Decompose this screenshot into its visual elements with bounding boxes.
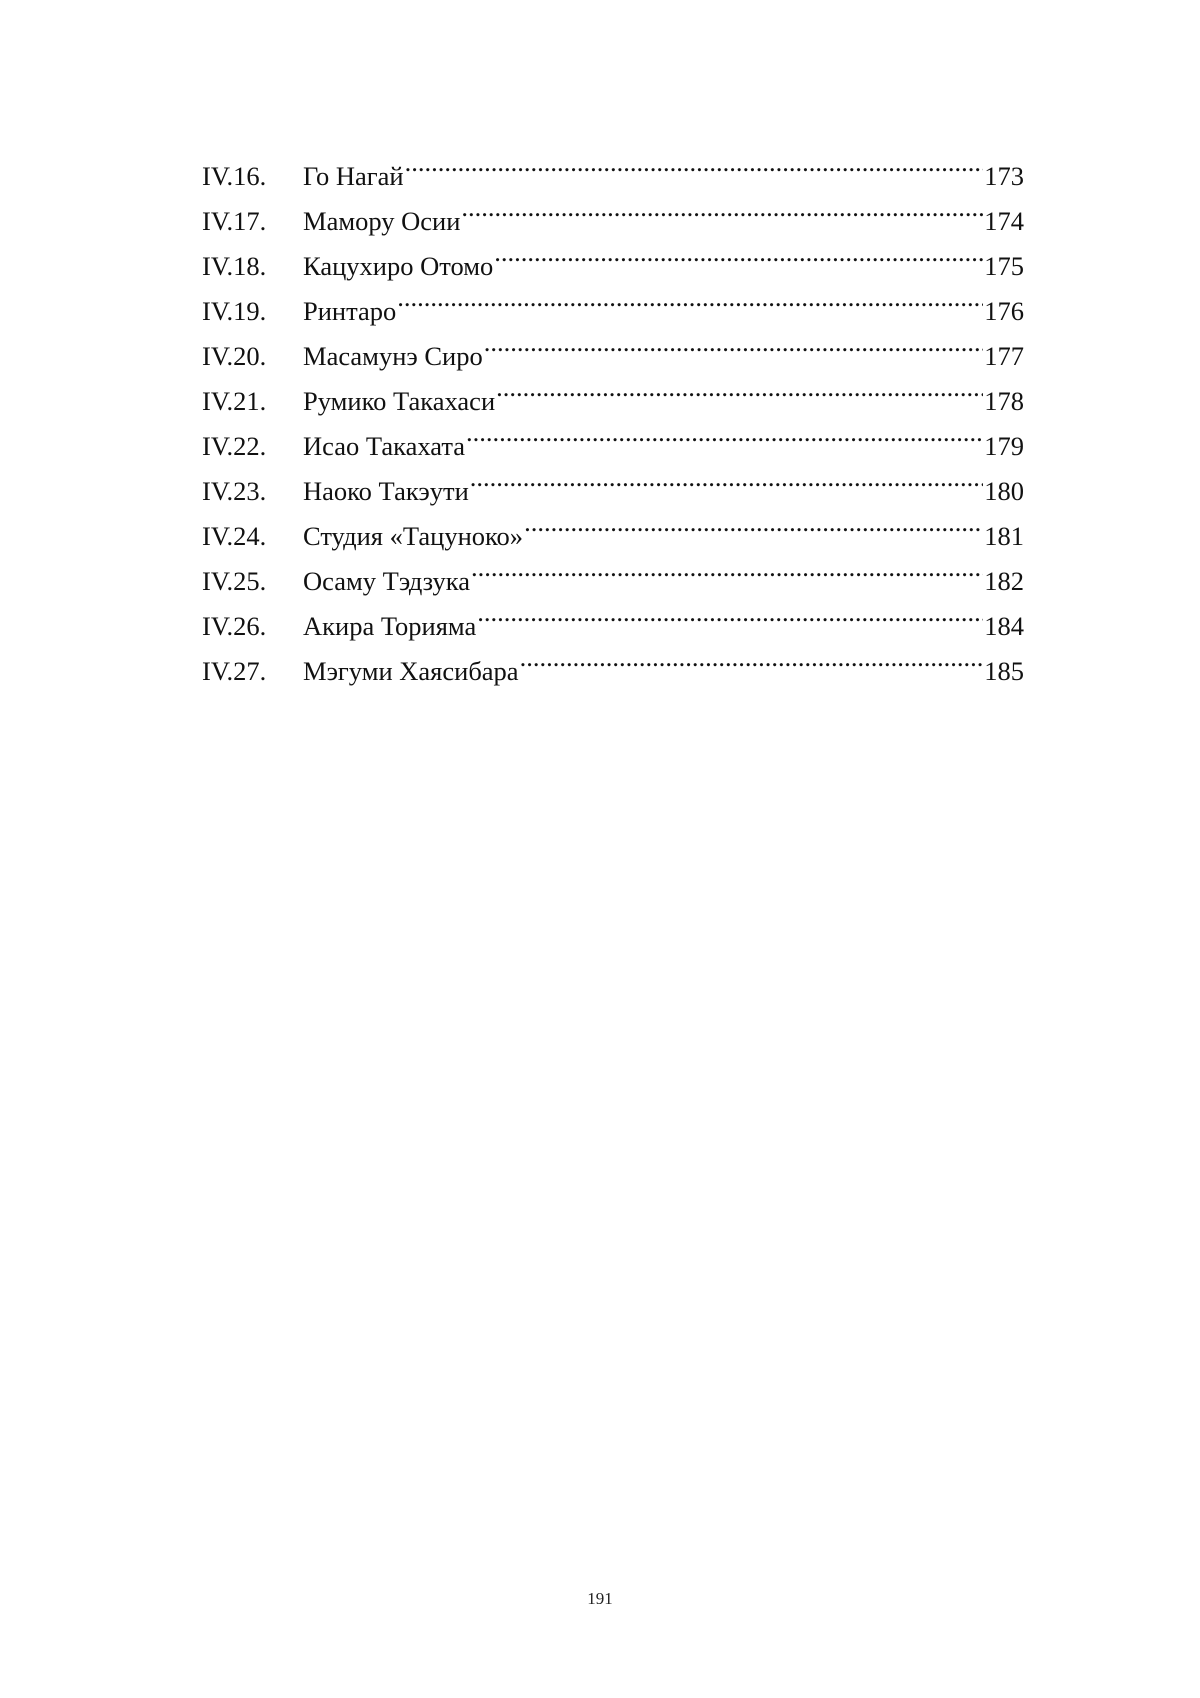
toc-entry-title: Ринтаро — [303, 296, 397, 326]
toc-entry-page: 179 — [984, 431, 1024, 461]
toc-entry-title: Масамунэ Сиро — [303, 341, 483, 371]
dot-leader — [477, 590, 983, 635]
toc-entry-number: IV.17. — [202, 206, 267, 236]
toc-entry-number: IV.22. — [202, 431, 267, 461]
toc-entry-page: 174 — [984, 206, 1024, 236]
toc-entry-number: IV.18. — [202, 251, 267, 281]
dot-leader — [484, 320, 984, 365]
toc-entry-title: Мэгуми Хаясибара — [303, 656, 519, 686]
dot-leader — [405, 140, 984, 185]
dot-leader — [494, 230, 983, 275]
toc-entry-number: IV.25. — [202, 566, 267, 596]
toc-entry-number: IV.19. — [202, 296, 267, 326]
toc-entry-number: IV.24. — [202, 521, 267, 551]
dot-leader — [466, 410, 983, 455]
toc-entry-page: 177 — [984, 341, 1024, 371]
dot-leader — [470, 455, 983, 500]
toc-entry-title: Румико Такахаси — [303, 386, 496, 416]
dot-leader — [496, 365, 983, 410]
toc-entry-page: 178 — [984, 386, 1024, 416]
toc-entry-number: IV.20. — [202, 341, 267, 371]
toc-entry-title: Го Нагай — [303, 161, 404, 191]
toc-entry-number: IV.16. — [202, 161, 267, 191]
toc-entry-title: Студия «Тацуноко» — [303, 521, 524, 551]
toc-entry-page: 185 — [984, 656, 1024, 686]
toc-entry-page: 182 — [984, 566, 1024, 596]
toc-entry-title: Мамору Осии — [303, 206, 461, 236]
toc-entry-number: IV.26. — [202, 611, 267, 641]
toc-entry-title: Наоко Такэути — [303, 476, 469, 506]
dot-leader — [461, 185, 983, 230]
toc-entry-title: Кацухиро Отомо — [303, 251, 494, 281]
toc-entry-number: IV.21. — [202, 386, 267, 416]
dot-leader — [471, 545, 983, 590]
dot-leader — [397, 275, 983, 320]
toc-entry-page: 173 — [984, 161, 1024, 191]
toc-entry-title: Акира Торияма — [303, 611, 477, 641]
toc-entry-number: IV.23. — [202, 476, 267, 506]
dot-leader — [520, 635, 984, 680]
toc-entry-title: Исао Такахата — [303, 431, 466, 461]
toc-entry-number: IV.27. — [202, 656, 267, 686]
toc-entry-title: Осаму Тэдзука — [303, 566, 471, 596]
page-number: 191 — [587, 1589, 613, 1608]
table-of-contents — [202, 140, 1024, 686]
toc-entry-page: 175 — [984, 251, 1024, 281]
toc-entry-page: 176 — [984, 296, 1024, 326]
dot-leader — [524, 500, 983, 545]
toc-entry-page: 184 — [984, 611, 1024, 641]
toc-entry[interactable] — [202, 140, 1024, 191]
toc-entry-page: 181 — [984, 521, 1024, 551]
toc-entry-page: 180 — [984, 476, 1024, 506]
